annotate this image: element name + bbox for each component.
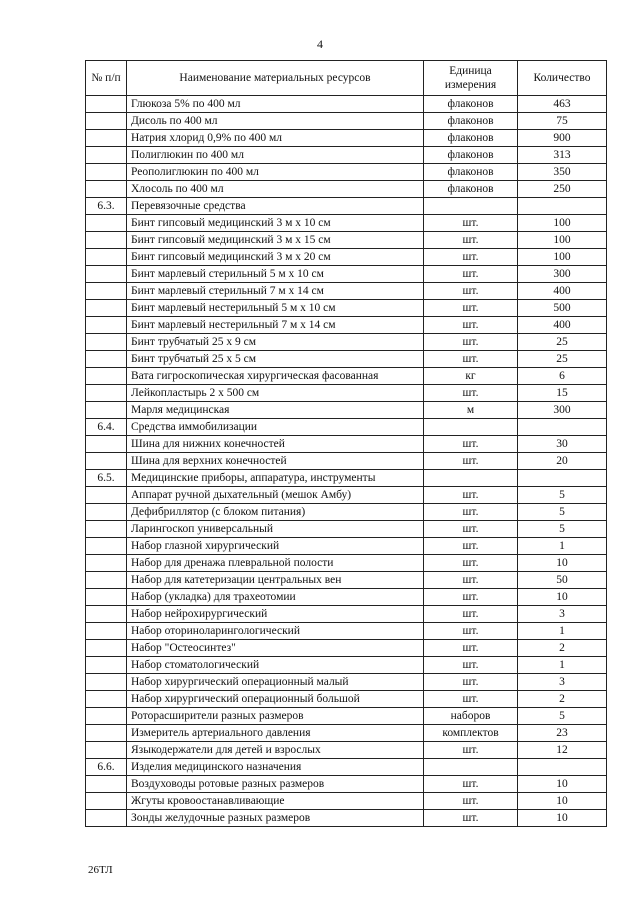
row-unit: шт. [424, 351, 518, 368]
row-quantity: 100 [518, 249, 607, 266]
table-row [86, 198, 607, 215]
table-row [86, 657, 607, 674]
row-quantity: 100 [518, 215, 607, 232]
row-name: Марля медицинская [127, 402, 424, 419]
row-name: Хлосоль по 400 мл [127, 181, 424, 198]
table-row [86, 283, 607, 300]
row-name: Глюкоза 5% по 400 мл [127, 96, 424, 113]
row-unit: шт. [424, 742, 518, 759]
row-number [86, 589, 127, 606]
table-row [86, 232, 607, 249]
row-quantity: 5 [518, 708, 607, 725]
table-row [86, 470, 607, 487]
row-name: Натрия хлорид 0,9% по 400 мл [127, 130, 424, 147]
row-name: Дисоль по 400 мл [127, 113, 424, 130]
row-quantity: 20 [518, 453, 607, 470]
row-quantity: 1 [518, 657, 607, 674]
row-quantity: 300 [518, 402, 607, 419]
row-quantity: 313 [518, 147, 607, 164]
row-unit: м [424, 402, 518, 419]
row-quantity: 10 [518, 776, 607, 793]
row-unit [424, 198, 518, 215]
row-unit: шт. [424, 436, 518, 453]
row-quantity: 1 [518, 538, 607, 555]
table-row [86, 589, 607, 606]
row-number [86, 708, 127, 725]
row-unit: флаконов [424, 147, 518, 164]
row-number [86, 453, 127, 470]
header-name: Наименование материальных ресурсов [127, 61, 424, 96]
row-unit: шт. [424, 504, 518, 521]
row-unit: шт. [424, 317, 518, 334]
row-name: Шина для нижних конечностей [127, 436, 424, 453]
row-quantity: 100 [518, 232, 607, 249]
row-number [86, 487, 127, 504]
row-number [86, 674, 127, 691]
row-unit: шт. [424, 300, 518, 317]
row-name: Набор нейрохирургический [127, 606, 424, 623]
row-number: 6.5. [86, 470, 127, 487]
row-name: Набор хирургический операционный малый [127, 674, 424, 691]
row-quantity: 15 [518, 385, 607, 402]
table-row [86, 436, 607, 453]
row-unit: шт. [424, 487, 518, 504]
row-quantity: 10 [518, 810, 607, 827]
row-number [86, 351, 127, 368]
row-number: 6.4. [86, 419, 127, 436]
row-unit: комплектов [424, 725, 518, 742]
row-name: Воздуховоды ротовые разных размеров [127, 776, 424, 793]
row-unit [424, 470, 518, 487]
row-name: Полиглюкин по 400 мл [127, 147, 424, 164]
row-number [86, 368, 127, 385]
row-number [86, 657, 127, 674]
row-unit: шт. [424, 249, 518, 266]
table-row [86, 504, 607, 521]
row-unit: шт. [424, 674, 518, 691]
row-name: Жгуты кровоостанавливающие [127, 793, 424, 810]
row-number [86, 810, 127, 827]
table-row [86, 147, 607, 164]
table-row [86, 96, 607, 113]
row-number [86, 266, 127, 283]
table-row [86, 674, 607, 691]
header-unit: Единица измерения [424, 61, 518, 96]
row-number [86, 215, 127, 232]
row-unit: шт. [424, 385, 518, 402]
table-row [86, 402, 607, 419]
row-unit: шт. [424, 334, 518, 351]
row-quantity: 75 [518, 113, 607, 130]
row-number [86, 147, 127, 164]
row-unit: шт. [424, 589, 518, 606]
row-name: Бинт марлевый стерильный 5 м х 10 см [127, 266, 424, 283]
row-quantity: 2 [518, 640, 607, 657]
table-row [86, 487, 607, 504]
row-quantity: 50 [518, 572, 607, 589]
row-quantity: 900 [518, 130, 607, 147]
row-name: Ларингоскоп универсальный [127, 521, 424, 538]
row-number [86, 725, 127, 742]
table-row [86, 742, 607, 759]
row-name: Дефибриллятор (с блоком питания) [127, 504, 424, 521]
table-row [86, 538, 607, 555]
row-number [86, 164, 127, 181]
row-name: Набор для дренажа плевральной полости [127, 555, 424, 572]
row-unit: флаконов [424, 130, 518, 147]
row-quantity: 12 [518, 742, 607, 759]
table-row [86, 334, 607, 351]
table-row [86, 793, 607, 810]
row-unit: шт. [424, 572, 518, 589]
row-number [86, 742, 127, 759]
table-row [86, 266, 607, 283]
row-unit: кг [424, 368, 518, 385]
row-quantity: 5 [518, 521, 607, 538]
row-name: Измеритель артериального давления [127, 725, 424, 742]
row-unit: шт. [424, 657, 518, 674]
row-name: Бинт гипсовый медицинский 3 м х 20 см [127, 249, 424, 266]
row-quantity: 10 [518, 555, 607, 572]
row-number [86, 232, 127, 249]
row-unit [424, 759, 518, 776]
row-number [86, 300, 127, 317]
footer-code: 26ТЛ [88, 864, 113, 876]
row-name: Языкодержатели для детей и взрослых [127, 742, 424, 759]
header-num: № п/п [86, 61, 127, 96]
header-qty: Количество [518, 61, 607, 96]
row-number [86, 402, 127, 419]
row-name: Перевязочные средства [127, 198, 424, 215]
row-number [86, 606, 127, 623]
row-quantity [518, 419, 607, 436]
row-number [86, 640, 127, 657]
row-name: Роторасширители разных размеров [127, 708, 424, 725]
row-quantity [518, 198, 607, 215]
table-row [86, 725, 607, 742]
table-row [86, 351, 607, 368]
table-row [86, 691, 607, 708]
row-name: Вата гигроскопическая хирургическая фасованная [127, 368, 424, 385]
row-unit: шт. [424, 640, 518, 657]
row-number: 6.3. [86, 198, 127, 215]
row-quantity: 400 [518, 283, 607, 300]
row-name: Набор глазной хирургический [127, 538, 424, 555]
table-row [86, 572, 607, 589]
row-name: Набор "Остеосинтез" [127, 640, 424, 657]
row-quantity: 23 [518, 725, 607, 742]
table-row [86, 759, 607, 776]
table-row [86, 317, 607, 334]
row-name: Набор для катетеризации центральных вен [127, 572, 424, 589]
row-name: Бинт гипсовый медицинский 3 м х 15 см [127, 232, 424, 249]
row-quantity: 463 [518, 96, 607, 113]
row-number [86, 776, 127, 793]
row-unit: шт. [424, 606, 518, 623]
row-name: Зонды желудочные разных размеров [127, 810, 424, 827]
row-number [86, 283, 127, 300]
row-unit: шт. [424, 453, 518, 470]
row-unit: шт. [424, 810, 518, 827]
row-name: Медицинские приборы, аппаратура, инструменты [127, 470, 424, 487]
row-name: Бинт марлевый нестерильный 5 м х 10 см [127, 300, 424, 317]
row-number [86, 521, 127, 538]
row-quantity: 400 [518, 317, 607, 334]
row-unit: шт. [424, 776, 518, 793]
row-number [86, 113, 127, 130]
row-number [86, 436, 127, 453]
row-quantity: 6 [518, 368, 607, 385]
row-unit: шт. [424, 232, 518, 249]
row-name: Набор оториноларингологический [127, 623, 424, 640]
row-unit: шт. [424, 266, 518, 283]
row-quantity: 25 [518, 351, 607, 368]
row-number [86, 691, 127, 708]
row-number [86, 572, 127, 589]
row-number [86, 504, 127, 521]
row-unit: шт. [424, 623, 518, 640]
row-number [86, 96, 127, 113]
row-name: Набор (укладка) для трахеотомии [127, 589, 424, 606]
table-row [86, 130, 607, 147]
row-name: Бинт марлевый стерильный 7 м х 14 см [127, 283, 424, 300]
row-quantity: 3 [518, 606, 607, 623]
row-name: Бинт марлевый нестерильный 7 м х 14 см [127, 317, 424, 334]
row-quantity: 2 [518, 691, 607, 708]
row-number: 6.6. [86, 759, 127, 776]
table-row [86, 113, 607, 130]
table-row [86, 419, 607, 436]
table-row [86, 368, 607, 385]
row-quantity: 10 [518, 793, 607, 810]
row-name: Аппарат ручной дыхательный (мешок Амбу) [127, 487, 424, 504]
row-name: Бинт гипсовый медицинский 3 м х 10 см [127, 215, 424, 232]
row-quantity [518, 759, 607, 776]
row-quantity: 10 [518, 589, 607, 606]
page-number: 4 [317, 37, 323, 51]
table-row [86, 164, 607, 181]
table-row [86, 810, 607, 827]
table-row [86, 640, 607, 657]
row-unit: флаконов [424, 113, 518, 130]
row-number [86, 249, 127, 266]
table-row [86, 300, 607, 317]
row-name: Реополиглюкин по 400 мл [127, 164, 424, 181]
row-quantity: 500 [518, 300, 607, 317]
row-number [86, 334, 127, 351]
row-quantity: 30 [518, 436, 607, 453]
row-unit: флаконов [424, 164, 518, 181]
row-quantity: 5 [518, 487, 607, 504]
row-number [86, 793, 127, 810]
row-unit: шт. [424, 793, 518, 810]
row-number [86, 385, 127, 402]
table-row [86, 776, 607, 793]
table-row [86, 215, 607, 232]
row-name: Средства иммобилизации [127, 419, 424, 436]
table-row [86, 521, 607, 538]
table-row [86, 249, 607, 266]
row-name: Изделия медицинского назначения [127, 759, 424, 776]
row-unit: шт. [424, 215, 518, 232]
row-name: Набор стоматологический [127, 657, 424, 674]
row-unit: шт. [424, 555, 518, 572]
table-header-row [86, 61, 607, 96]
row-quantity: 5 [518, 504, 607, 521]
table-row [86, 453, 607, 470]
row-number [86, 555, 127, 572]
row-quantity: 300 [518, 266, 607, 283]
row-quantity: 350 [518, 164, 607, 181]
row-quantity: 3 [518, 674, 607, 691]
table-body [86, 96, 607, 827]
row-number [86, 623, 127, 640]
table-row [86, 181, 607, 198]
row-quantity [518, 470, 607, 487]
row-unit: шт. [424, 283, 518, 300]
row-unit: флаконов [424, 181, 518, 198]
row-name: Шина для верхних конечностей [127, 453, 424, 470]
row-quantity: 25 [518, 334, 607, 351]
row-name: Набор хирургический операционный большой [127, 691, 424, 708]
row-quantity: 250 [518, 181, 607, 198]
row-unit: шт. [424, 538, 518, 555]
row-name: Бинт трубчатый 25 х 5 см [127, 351, 424, 368]
table-row [86, 606, 607, 623]
row-unit [424, 419, 518, 436]
resources-table [85, 60, 607, 827]
row-unit: шт. [424, 521, 518, 538]
row-name: Лейкопластырь 2 х 500 см [127, 385, 424, 402]
row-name: Бинт трубчатый 25 х 9 см [127, 334, 424, 351]
row-number [86, 317, 127, 334]
row-unit: шт. [424, 691, 518, 708]
table-row [86, 708, 607, 725]
table-row [86, 623, 607, 640]
row-number [86, 130, 127, 147]
table-row [86, 555, 607, 572]
row-unit: наборов [424, 708, 518, 725]
row-number [86, 538, 127, 555]
table-row [86, 385, 607, 402]
row-quantity: 1 [518, 623, 607, 640]
row-unit: флаконов [424, 96, 518, 113]
row-number [86, 181, 127, 198]
